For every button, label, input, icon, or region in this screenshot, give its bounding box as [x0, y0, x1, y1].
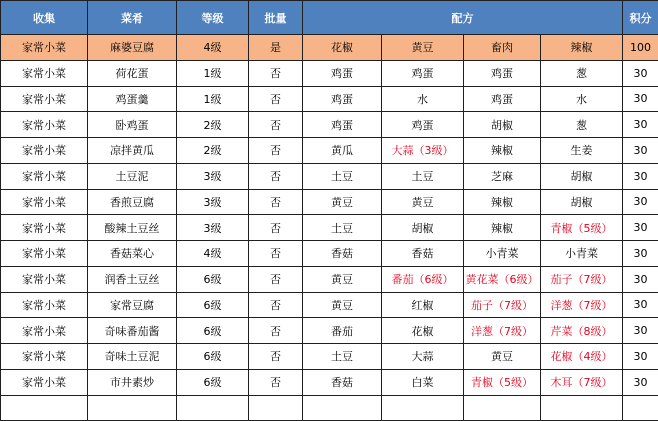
cell-ingredient-1[interactable]: 花椒: [303, 35, 382, 61]
cell-ingredient-2[interactable]: 番茄（6级）: [382, 266, 464, 292]
cell-dish[interactable]: 鸡蛋羹: [88, 86, 177, 112]
cell-batch[interactable]: 否: [249, 215, 303, 241]
cell-points[interactable]: 30: [623, 266, 658, 292]
cell-ingredient-4[interactable]: 花椒（4级）: [541, 344, 623, 370]
cell-level[interactable]: 3级: [177, 215, 249, 241]
cell-level[interactable]: 3级: [177, 163, 249, 189]
cell-ingredient-2[interactable]: 花椒: [382, 318, 464, 344]
cell-collection[interactable]: 家常小菜: [1, 344, 88, 370]
cell-ingredient-3[interactable]: 青椒（5级）: [464, 369, 541, 395]
cell-dish[interactable]: 土豆泥: [88, 163, 177, 189]
table-row: [1, 266, 658, 292]
cell-level[interactable]: 1级: [177, 60, 249, 86]
table-row-partial: [1, 395, 658, 421]
table-row: [1, 318, 658, 344]
cell-points[interactable]: 30: [623, 86, 658, 112]
cell-dish[interactable]: 奇味番茄酱: [88, 318, 177, 344]
cell-collection[interactable]: 家常小菜: [1, 138, 88, 164]
cell-ingredient-1[interactable]: 鸡蛋: [303, 86, 382, 112]
cell-batch[interactable]: 否: [249, 86, 303, 112]
cell-collection[interactable]: 家常小菜: [1, 241, 88, 267]
cell-ingredient-1[interactable]: 香菇: [303, 241, 382, 267]
cell-dish[interactable]: 酸辣土豆丝: [88, 215, 177, 241]
cell-ingredient-4[interactable]: 茄子（7级）: [541, 266, 623, 292]
cell-ingredient-4[interactable]: 辣椒: [541, 35, 623, 61]
table-row: [1, 344, 658, 370]
cell-ingredient-3[interactable]: 茄子（7级）: [464, 292, 541, 318]
cell-level[interactable]: 4级: [177, 241, 249, 267]
table-row: [1, 86, 658, 112]
cell-dish[interactable]: 麻婆豆腐: [88, 35, 177, 61]
cell-ingredient-1[interactable]: 香菇: [303, 369, 382, 395]
cell-ingredient-2[interactable]: 大蒜: [382, 344, 464, 370]
cell-collection[interactable]: 家常小菜: [1, 318, 88, 344]
cell-ingredient-1[interactable]: 番茄: [303, 318, 382, 344]
cell-points[interactable]: 30: [623, 112, 658, 138]
cell-batch[interactable]: 否: [249, 138, 303, 164]
cell-ingredient-4[interactable]: 水: [541, 86, 623, 112]
cell-ingredient-3[interactable]: 辣椒: [464, 138, 541, 164]
cell-collection[interactable]: 家常小菜: [1, 369, 88, 395]
cell-ingredient-4[interactable]: 木耳（7级）: [541, 369, 623, 395]
cell-ingredient-4[interactable]: 胡椒: [541, 189, 623, 215]
cell-level[interactable]: 3级: [177, 189, 249, 215]
cell-dish[interactable]: 荷花蛋: [88, 60, 177, 86]
cell-ingredient-3[interactable]: 畜肉: [464, 35, 541, 61]
cell-batch[interactable]: 否: [249, 60, 303, 86]
cell-batch[interactable]: 否: [249, 292, 303, 318]
cell-batch[interactable]: 是: [249, 35, 303, 61]
cell-ingredient-3[interactable]: 鸡蛋: [464, 86, 541, 112]
header-collection[interactable]: 收集: [1, 1, 88, 35]
cell-points[interactable]: 30: [623, 215, 658, 241]
table-row: [1, 138, 658, 164]
table-row: [1, 163, 658, 189]
cell-level[interactable]: 6级: [177, 344, 249, 370]
cell-ingredient-4[interactable]: 青椒（5级）: [541, 215, 623, 241]
cell-collection[interactable]: 家常小菜: [1, 35, 88, 61]
cell-ingredient-1[interactable]: 黄瓜: [303, 138, 382, 164]
cell-ingredient-3[interactable]: 芝麻: [464, 163, 541, 189]
cell-collection[interactable]: 家常小菜: [1, 86, 88, 112]
cell-ingredient-1[interactable]: 土豆: [303, 344, 382, 370]
cell-points[interactable]: 30: [623, 344, 658, 370]
table-row: [1, 369, 658, 395]
cell-batch[interactable]: 否: [249, 163, 303, 189]
cell-ingredient-2[interactable]: 大蒜（3级）: [382, 138, 464, 164]
cell-ingredient-3[interactable]: 小青菜: [464, 241, 541, 267]
cell-level[interactable]: 6级: [177, 318, 249, 344]
cell-collection[interactable]: 家常小菜: [1, 189, 88, 215]
cell-ingredient-1[interactable]: 鸡蛋: [303, 112, 382, 138]
cell-level[interactable]: 4级: [177, 35, 249, 61]
table-row: [1, 241, 658, 267]
table-row: [1, 292, 658, 318]
cell-ingredient-3[interactable]: 辣椒: [464, 215, 541, 241]
cell-ingredient-4[interactable]: 葱: [541, 112, 623, 138]
cell-batch[interactable]: 否: [249, 112, 303, 138]
cell-dish[interactable]: 卧鸡蛋: [88, 112, 177, 138]
cell-points[interactable]: 30: [623, 318, 658, 344]
cell-level[interactable]: 6级: [177, 369, 249, 395]
cell-points[interactable]: 30: [623, 189, 658, 215]
cell-dish[interactable]: 凉拌黄瓜: [88, 138, 177, 164]
cell-ingredient-3[interactable]: 鸡蛋: [464, 60, 541, 86]
cell-level[interactable]: 6级: [177, 266, 249, 292]
cell-ingredient-2[interactable]: 鸡蛋: [382, 112, 464, 138]
cell-ingredient-2[interactable]: 黄豆: [382, 35, 464, 61]
cell-ingredient-2[interactable]: 黄豆: [382, 189, 464, 215]
table-row: [1, 35, 658, 61]
cell-ingredient-2[interactable]: 白菜: [382, 369, 464, 395]
cell-collection[interactable]: 家常小菜: [1, 112, 88, 138]
cell-ingredient-4[interactable]: 小青菜: [541, 241, 623, 267]
cell-ingredient-1[interactable]: 土豆: [303, 215, 382, 241]
cell-ingredient-1[interactable]: 鸡蛋: [303, 60, 382, 86]
cell-ingredient-3[interactable]: 洋葱（7级）: [464, 318, 541, 344]
cell-ingredient-4[interactable]: 芹菜（8级）: [541, 318, 623, 344]
cell-batch[interactable]: 否: [249, 241, 303, 267]
cell-ingredient-1[interactable]: 黄豆: [303, 189, 382, 215]
cell-level[interactable]: 6级: [177, 292, 249, 318]
header-points[interactable]: 积分: [623, 1, 658, 35]
cell-level[interactable]: 1级: [177, 86, 249, 112]
table-row: [1, 112, 658, 138]
cell-dish[interactable]: 香菇菜心: [88, 241, 177, 267]
cell-dish[interactable]: 市井素炒: [88, 369, 177, 395]
table-row: [1, 189, 658, 215]
cell-batch[interactable]: 否: [249, 189, 303, 215]
cell-ingredient-3[interactable]: 辣椒: [464, 189, 541, 215]
cell-collection[interactable]: 家常小菜: [1, 292, 88, 318]
header-batch[interactable]: 批量: [249, 1, 303, 35]
cell-points[interactable]: 30: [623, 369, 658, 395]
cell-dish[interactable]: 香煎豆腐: [88, 189, 177, 215]
cell-points[interactable]: 100: [623, 35, 658, 61]
cell-batch[interactable]: 否: [249, 266, 303, 292]
cell-dish[interactable]: 润香土豆丝: [88, 266, 177, 292]
cell-collection[interactable]: 家常小菜: [1, 60, 88, 86]
table-row: [1, 60, 658, 86]
cell-collection[interactable]: 家常小菜: [1, 266, 88, 292]
cell-points[interactable]: 30: [623, 292, 658, 318]
cell-ingredient-2[interactable]: 胡椒: [382, 215, 464, 241]
cell-collection[interactable]: 家常小菜: [1, 163, 88, 189]
cell-collection[interactable]: 家常小菜: [1, 215, 88, 241]
cell-ingredient-1[interactable]: 黄豆: [303, 266, 382, 292]
cell-dish[interactable]: 奇味土豆泥: [88, 344, 177, 370]
cell-ingredient-1[interactable]: 黄豆: [303, 292, 382, 318]
cell-ingredient-4[interactable]: 葱: [541, 60, 623, 86]
cell-ingredient-2[interactable]: 红椒: [382, 292, 464, 318]
header-level[interactable]: 等级: [177, 1, 249, 35]
cell-ingredient-3[interactable]: 黄花菜（6级）: [464, 266, 541, 292]
cell-level[interactable]: 2级: [177, 138, 249, 164]
cell-points[interactable]: 30: [623, 138, 658, 164]
cell-ingredient-3[interactable]: 胡椒: [464, 112, 541, 138]
cell-ingredient-4[interactable]: 洋葱（7级）: [541, 292, 623, 318]
cell-ingredient-4[interactable]: 生姜: [541, 138, 623, 164]
table-row: [1, 215, 658, 241]
cell-points[interactable]: 30: [623, 60, 658, 86]
cell-points[interactable]: 30: [623, 241, 658, 267]
cell-batch[interactable]: 否: [249, 369, 303, 395]
cell-ingredient-1[interactable]: 土豆: [303, 163, 382, 189]
header-row: [1, 1, 658, 35]
cell-dish[interactable]: 家常豆腐: [88, 292, 177, 318]
cell-points[interactable]: 30: [623, 163, 658, 189]
cell-ingredient-3[interactable]: 黄豆: [464, 344, 541, 370]
cell-ingredient-4[interactable]: 胡椒: [541, 163, 623, 189]
cell-batch[interactable]: 否: [249, 318, 303, 344]
cell-ingredient-2[interactable]: 香菇: [382, 241, 464, 267]
cell-level[interactable]: 2级: [177, 112, 249, 138]
header-recipe[interactable]: 配方: [303, 1, 623, 35]
header-dish[interactable]: 菜肴: [88, 1, 177, 35]
cell-ingredient-2[interactable]: 水: [382, 86, 464, 112]
cell-ingredient-2[interactable]: 鸡蛋: [382, 60, 464, 86]
cell-batch[interactable]: 否: [249, 344, 303, 370]
cell-ingredient-2[interactable]: 土豆: [382, 163, 464, 189]
